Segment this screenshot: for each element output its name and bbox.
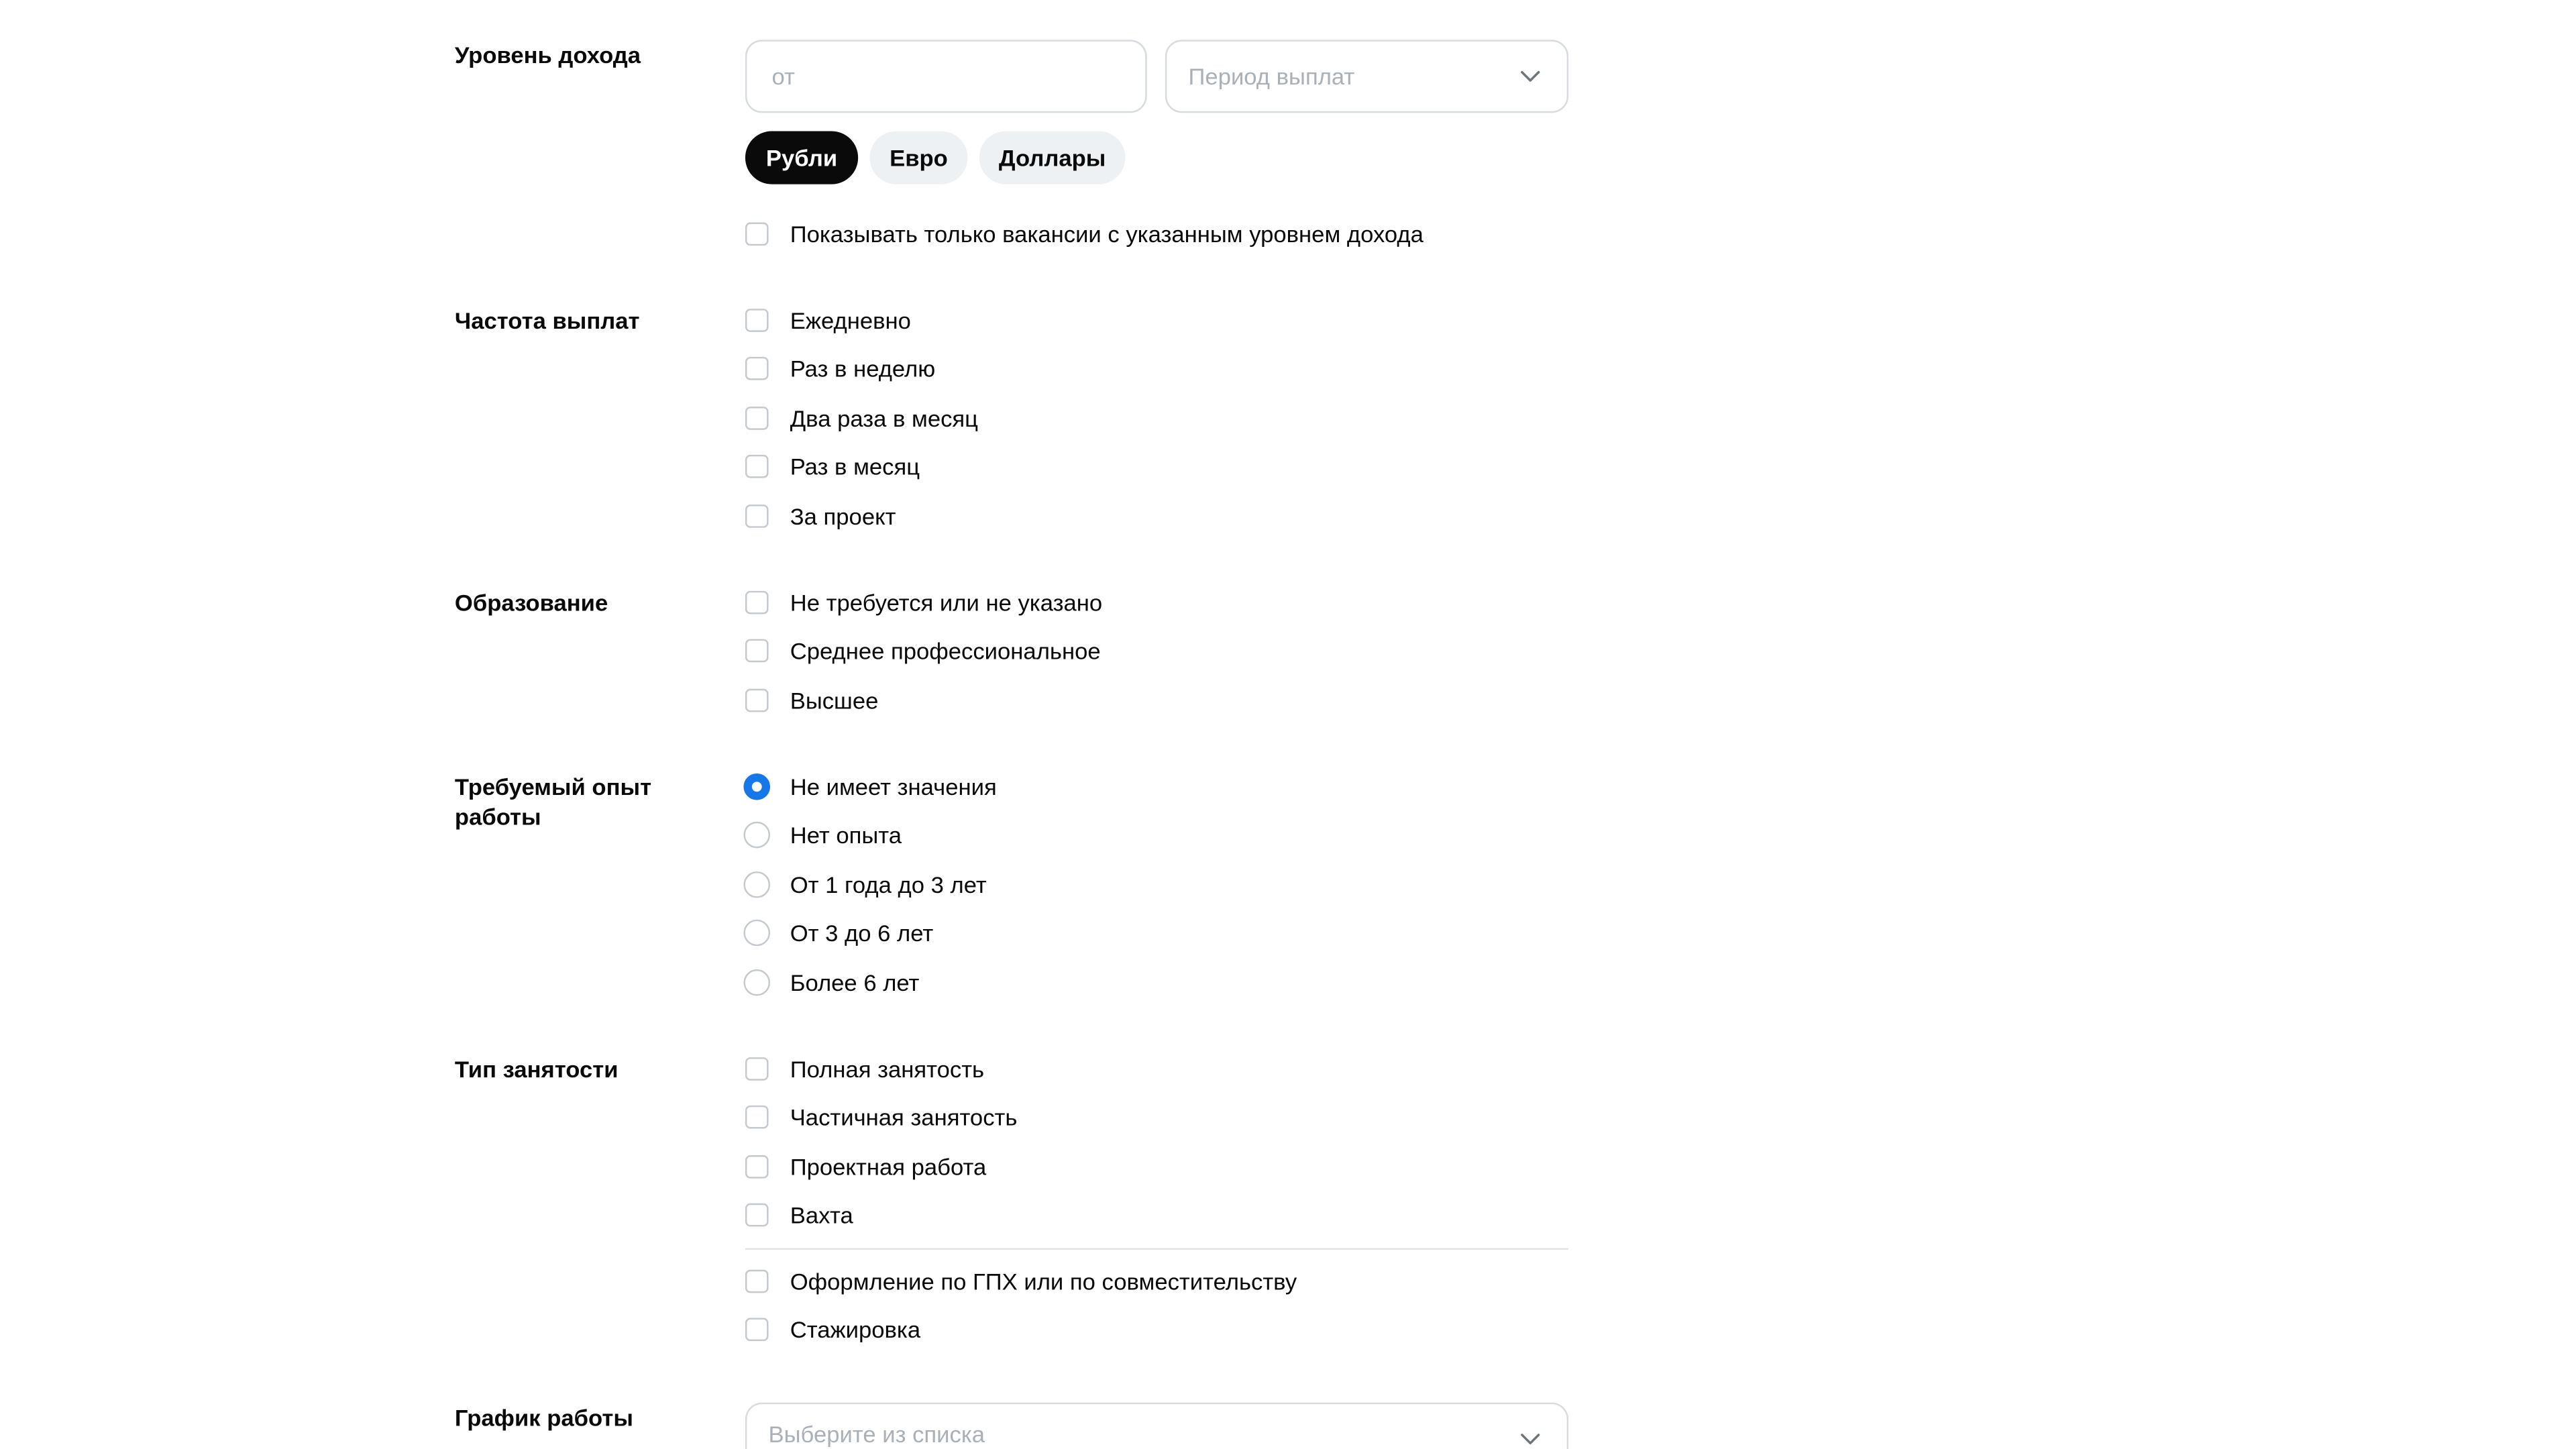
checkbox-box[interactable] (745, 1155, 769, 1179)
checkbox-box[interactable] (745, 639, 769, 663)
checkbox-box[interactable] (745, 1203, 769, 1227)
option-label: Ежедневно (790, 307, 911, 334)
checkbox-box[interactable] (745, 1057, 769, 1081)
employment-extra-option[interactable] (745, 1313, 920, 1346)
employment-option[interactable] (745, 1198, 853, 1231)
option-label: Высшее (790, 687, 879, 714)
option-label: Вахта (790, 1201, 853, 1228)
schedule-select[interactable] (745, 1403, 1568, 1449)
radio-button[interactable] (743, 773, 770, 800)
option-label: Нет опыта (790, 821, 902, 849)
radio-button[interactable] (743, 822, 770, 849)
option-label: Более 6 лет (790, 969, 920, 996)
currency-chip-usd[interactable]: Доллары (979, 131, 1126, 184)
education-option[interactable] (745, 684, 878, 716)
schedule-placeholder: Выберите из списка (768, 1420, 985, 1448)
payment-frequency-option[interactable] (745, 500, 896, 533)
checkbox-box[interactable] (745, 223, 769, 246)
experience-option[interactable] (745, 818, 902, 851)
option-label: Стажировка (790, 1316, 921, 1343)
radio-button[interactable] (743, 969, 770, 996)
checkbox-box[interactable] (745, 1318, 769, 1342)
payment-period-placeholder: Период выплат (1188, 63, 1355, 90)
option-label: Раз в месяц (790, 453, 920, 480)
option-label: Среднее профессиональное (790, 637, 1101, 664)
payment-frequency-option[interactable] (745, 402, 978, 435)
employment-label: Тип занятости (454, 1055, 619, 1083)
experience-option[interactable] (745, 916, 933, 949)
checkbox-box[interactable] (745, 309, 769, 332)
only-with-salary-checkbox[interactable] (745, 217, 1424, 250)
income-from-field[interactable] (745, 40, 1147, 113)
checkbox-box[interactable] (745, 504, 769, 528)
option-label: Не требуется или не указано (790, 589, 1103, 616)
option-label: Частичная занятость (790, 1104, 1018, 1130)
currency-chip-eur[interactable]: Евро (869, 131, 967, 184)
checkbox-box[interactable] (745, 689, 769, 712)
checkbox-box[interactable] (745, 357, 769, 380)
checkbox-box[interactable] (745, 407, 769, 430)
payment-frequency-label: Частота выплат (454, 307, 640, 334)
experience-option[interactable] (745, 770, 997, 803)
checkbox-box[interactable] (745, 455, 769, 478)
option-label: Не имеет значения (790, 773, 997, 800)
radio-button[interactable] (743, 871, 770, 898)
checkbox-box[interactable] (745, 1270, 769, 1293)
option-label: От 1 года до 3 лет (790, 871, 987, 898)
payment-frequency-option[interactable] (745, 352, 935, 385)
income-from-input[interactable] (769, 62, 1146, 92)
chevron-down-icon (1520, 66, 1540, 87)
checkbox-box[interactable] (745, 1106, 769, 1129)
currency-chip-rub[interactable]: Рубли (745, 131, 858, 184)
employment-option[interactable] (745, 1150, 986, 1183)
checkbox-box[interactable] (745, 591, 769, 614)
divider (745, 1248, 1568, 1250)
education-option[interactable] (745, 634, 1101, 667)
payment-frequency-option[interactable] (745, 450, 920, 483)
radio-button[interactable] (743, 920, 770, 947)
option-label: Проектная работа (790, 1153, 987, 1181)
option-label: Полная занятость (790, 1055, 985, 1083)
payment-period-select[interactable] (1165, 40, 1568, 113)
chevron-down-icon (1520, 1429, 1540, 1449)
education-label: Образование (454, 589, 608, 616)
checkbox-label: Показывать только вакансии с указанным уровнем дохода (790, 221, 1424, 248)
option-label: Раз в неделю (790, 355, 936, 382)
experience-label: Требуемый опыт работы (454, 773, 652, 830)
education-option[interactable] (745, 586, 1102, 619)
income-label: Уровень дохода (454, 41, 641, 68)
schedule-label: График работы (454, 1404, 633, 1431)
option-label: Два раза в месяц (790, 405, 979, 432)
option-label: За проект (790, 502, 896, 530)
employment-option[interactable] (745, 1053, 984, 1085)
option-label: От 3 до 6 лет (790, 919, 934, 947)
option-label: Оформление по ГПХ или по совместительству (790, 1268, 1297, 1295)
employment-option[interactable] (745, 1100, 1018, 1133)
experience-option[interactable] (745, 868, 987, 901)
payment-frequency-option[interactable] (745, 304, 911, 337)
experience-option[interactable] (745, 966, 919, 999)
employment-extra-option[interactable] (745, 1265, 1297, 1297)
